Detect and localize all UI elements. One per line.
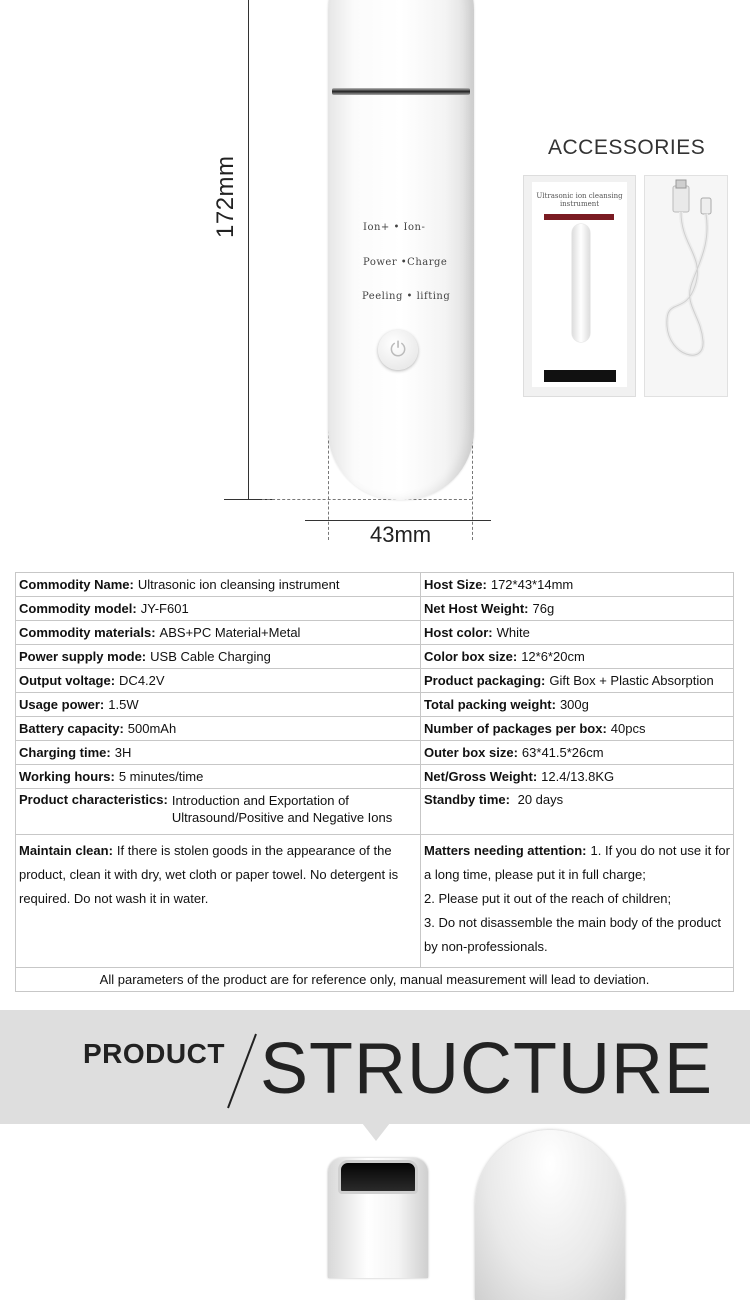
- spec-label: Power supply mode:: [19, 649, 147, 664]
- device-chrome-band: [332, 88, 470, 95]
- manual-red-strip: [544, 214, 614, 220]
- spec-label: Standby time:: [424, 792, 510, 807]
- spec-label: Net Host Weight:: [424, 601, 529, 616]
- table-row: [16, 669, 734, 693]
- maintain-label: Maintain clean:: [19, 843, 113, 858]
- table-row: [16, 717, 734, 741]
- banner-slash-icon: [222, 1030, 262, 1110]
- device-back-image: [475, 1130, 625, 1300]
- spec-value: ABS+PC Material+Metal: [159, 625, 301, 640]
- spec-label: Host Size:: [424, 577, 487, 592]
- height-dimension-line: [248, 0, 249, 500]
- usb-cable-icon: [645, 176, 727, 396]
- usb-cable-image: [644, 175, 728, 397]
- power-button-image: [378, 330, 418, 370]
- spec-label: Total packing weight:: [424, 697, 556, 712]
- spec-label: Color box size:: [424, 649, 518, 664]
- spec-label: Net/Gross Weight:: [424, 769, 538, 784]
- power-icon: ⏻: [390, 339, 406, 361]
- spec-value: USB Cable Charging: [150, 649, 271, 664]
- table-row: [16, 693, 734, 717]
- table-row: [16, 765, 734, 789]
- manual-cover: [532, 182, 627, 387]
- base-dashed-guide: [262, 499, 472, 500]
- spec-value: 3H: [114, 745, 132, 760]
- spec-value: 76g: [532, 601, 555, 616]
- device-blade-image: [338, 1160, 418, 1194]
- spec-label: Output voltage:: [19, 673, 116, 688]
- spec-value: 20 days: [517, 792, 564, 807]
- attention-item-1: 1. If you do not use it for a long time, please put it in full charge;: [424, 843, 730, 882]
- attention-item-2: 2. Please put it out of the reach of children;: [424, 891, 672, 906]
- banner-pointer: [362, 1123, 390, 1141]
- spec-label: Commodity Name:: [19, 577, 134, 592]
- table-row: [16, 621, 734, 645]
- manual-footer-strip: [544, 370, 616, 382]
- spec-label: Commodity materials:: [19, 625, 156, 640]
- spec-label: Working hours:: [19, 769, 115, 784]
- spec-label: Product packaging:: [424, 673, 546, 688]
- spec-label: Usage power:: [19, 697, 105, 712]
- spec-label: Product characteristics:: [19, 792, 168, 807]
- spec-table: [15, 572, 734, 992]
- width-dimension-line: [305, 520, 491, 521]
- spec-value: 300g: [559, 697, 589, 712]
- manual-booklet-image: [523, 175, 636, 397]
- manual-device-illustration: [572, 224, 590, 342]
- spec-value: Gift Box + Plastic Absorption: [549, 673, 714, 688]
- spec-label: Commodity model:: [19, 601, 137, 616]
- spec-value: White: [496, 625, 530, 640]
- manual-title: Ultrasonic ion cleansing instrument: [536, 192, 623, 209]
- spec-value: DC4.2V: [119, 673, 165, 688]
- spec-value: 172*43*14mm: [490, 577, 574, 592]
- table-row: [16, 573, 734, 597]
- spec-value: JY-F601: [140, 601, 189, 616]
- accessories-title: ACCESSORIES: [548, 136, 706, 159]
- spec-label: Charging time:: [19, 745, 111, 760]
- table-row: [16, 597, 734, 621]
- spec-value: Ultrasonic ion cleansing instrument: [137, 577, 340, 592]
- banner-word-product: PRODUCT: [83, 1038, 225, 1069]
- table-row: [16, 835, 734, 968]
- height-dimension-label: 172mm: [212, 155, 239, 238]
- spec-label: Host color:: [424, 625, 493, 640]
- table-row: [16, 645, 734, 669]
- spec-value: 1.5W: [108, 697, 139, 712]
- device-label-peeling: Peeling • lifting: [362, 291, 451, 302]
- spec-value: 12.4/13.8KG: [541, 769, 615, 784]
- width-dimension-label: 43mm: [370, 522, 432, 547]
- spec-label: Outer box size:: [424, 745, 518, 760]
- device-label-power: Power •Charge: [363, 257, 448, 268]
- disclaimer: All parameters of the product are for reference only, manual measurement will lead to deviation.: [16, 968, 734, 992]
- attention-label: Matters needing attention:: [424, 843, 587, 858]
- spec-value: 40pcs: [610, 721, 646, 736]
- spec-value: 12*6*20cm: [521, 649, 585, 664]
- attention-item-3: 3. Do not disassemble the main body of the product by non-professionals.: [424, 915, 722, 954]
- table-row: [16, 789, 734, 835]
- spec-value: 5 minutes/time: [118, 769, 204, 784]
- device-label-ion: Ion+ • Ion-: [363, 222, 426, 233]
- table-row: [16, 741, 734, 765]
- spec-value: 63*41.5*26cm: [521, 745, 604, 760]
- spec-value: Introduction and Exportation of Ultrasound/Positive and Negative Ions: [171, 793, 393, 825]
- table-row: [16, 968, 734, 992]
- spec-value: 500mAh: [127, 721, 177, 736]
- spec-label: Number of packages per box:: [424, 721, 607, 736]
- banner-word-structure: STRUCTURE: [260, 1029, 713, 1109]
- cleansing-device-image: [328, 0, 474, 500]
- maintain-text: If there is stolen goods in the appearance of the product, clean it with dry, wet cloth or paper towel. No detergent is required. Do not wash it in water.: [19, 843, 399, 906]
- spec-label: Battery capacity:: [19, 721, 124, 736]
